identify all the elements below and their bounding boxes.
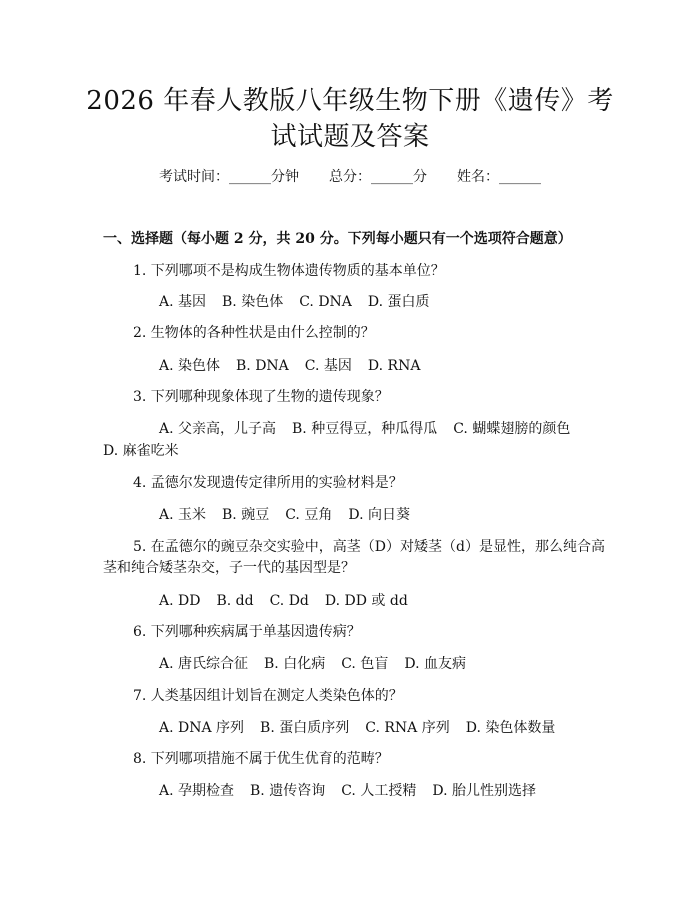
total-score-field: 总分：______分 bbox=[329, 169, 427, 185]
question-6: 6. 下列哪种疾病属于单基因遗传病？ bbox=[133, 624, 361, 640]
exam-meta bbox=[0, 167, 700, 187]
question-2: 2. 生物体的各种性状是由什么控制的？ bbox=[133, 325, 375, 341]
question-2-option-a: A. 染色体 bbox=[159, 358, 221, 374]
question-7-option-c: C. RNA 序列 bbox=[365, 720, 450, 736]
exam-time-field: 考试时间：______分钟 bbox=[159, 169, 299, 185]
question-3-option-d: D. 麻雀吃米 bbox=[103, 443, 179, 459]
question-4-option-c: C. 豆角 bbox=[285, 507, 333, 523]
question-1-option-a: A. 基因 bbox=[159, 294, 207, 310]
question-7-options bbox=[159, 718, 555, 738]
question-7: 7. 人类基因组计划旨在测定人类染色体的？ bbox=[133, 688, 403, 704]
question-2-option-d: D. RNA bbox=[367, 358, 421, 374]
question-4-option-d: D. 向日葵 bbox=[348, 507, 410, 523]
page-title-line1: 2026 年春人教版八年级生物下册《遗传》考 bbox=[86, 86, 614, 116]
question-1-option-b: B. 染色体 bbox=[222, 294, 284, 310]
question-5-option-b: B. dd bbox=[216, 593, 254, 609]
question-7-option-d: D. 染色体数量 bbox=[465, 720, 556, 736]
question-3-options bbox=[159, 419, 570, 439]
question-3-option-a: A. 父亲高，儿子高 bbox=[159, 421, 277, 437]
question-7-option-a: A. DNA 序列 bbox=[159, 720, 245, 736]
question-5-option-a: A. DD bbox=[159, 593, 201, 609]
question-2-options bbox=[159, 356, 420, 376]
question-6-option-b: B. 白化病 bbox=[264, 656, 326, 672]
question-5-option-d: D. DD 或 dd bbox=[324, 593, 408, 609]
question-1: 1. 下列哪项不是构成生物体遗传物质的基本单位？ bbox=[133, 263, 445, 279]
question-1-options bbox=[159, 292, 430, 312]
question-1-option-d: D. 蛋白质 bbox=[367, 294, 430, 310]
question-7-option-b: B. 蛋白质序列 bbox=[260, 720, 350, 736]
question-3-option-b: B. 种豆得豆，种瓜得瓜 bbox=[292, 421, 438, 437]
page-title-line2: 试试题及答案 bbox=[270, 122, 430, 152]
student-name-field: 姓名：______ bbox=[457, 169, 541, 185]
question-6-option-d: D. 血友病 bbox=[404, 656, 466, 672]
question-5-options bbox=[159, 591, 408, 611]
question-6-option-c: C. 色盲 bbox=[341, 656, 389, 672]
question-3: 3. 下列哪种现象体现了生物的遗传现象？ bbox=[133, 389, 389, 405]
question-8-option-a: A. 孕期检查 bbox=[159, 783, 235, 799]
section-heading-multiple-choice: 一、选择题（每小题 2 分，共 20 分。下列每小题只有一个选项符合题意） bbox=[103, 231, 572, 247]
question-3-option-c: C. 蝴蝶翅膀的颜色 bbox=[453, 421, 571, 437]
question-8-option-c: C. 人工授精 bbox=[341, 783, 417, 799]
question-2-option-c: C. 基因 bbox=[304, 358, 352, 374]
question-8-option-d: D. 胎儿性别选择 bbox=[432, 783, 536, 799]
question-6-option-a: A. 唐氏综合征 bbox=[159, 656, 249, 672]
question-5-option-c: C. Dd bbox=[269, 593, 309, 609]
question-1-option-c: C. DNA bbox=[299, 294, 352, 310]
question-2-option-b: B. DNA bbox=[236, 358, 289, 374]
question-5: 5. 在孟德尔的豌豆杂交实验中，高茎（D）对矮茎（d）是显性，那么纯合高 bbox=[133, 539, 605, 555]
question-6-options bbox=[159, 654, 466, 674]
question-4-options bbox=[159, 505, 410, 525]
question-8: 8. 下列哪项措施不属于优生优育的范畴？ bbox=[133, 751, 389, 767]
question-8-option-b: B. 遗传咨询 bbox=[250, 783, 326, 799]
question-4-option-a: A. 玉米 bbox=[159, 507, 207, 523]
question-5-continued: 茎和纯合矮茎杂交，子一代的基因型是？ bbox=[103, 560, 355, 576]
question-4: 4. 孟德尔发现遗传定律所用的实验材料是？ bbox=[133, 475, 403, 491]
question-8-options bbox=[159, 781, 536, 801]
question-4-option-b: B. 豌豆 bbox=[222, 507, 270, 523]
